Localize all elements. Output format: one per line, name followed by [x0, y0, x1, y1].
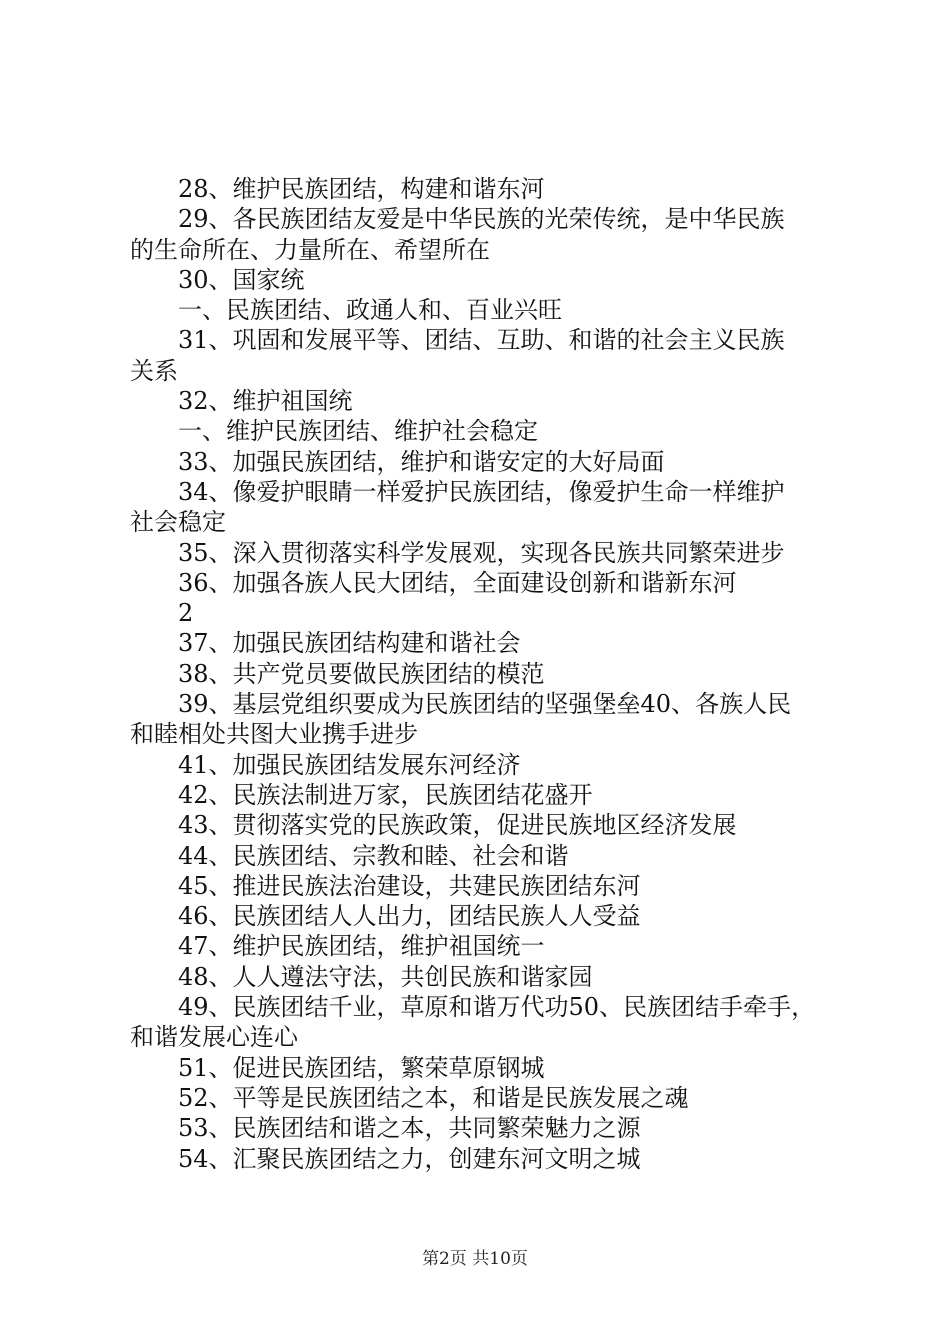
text-line: 37、加强民族团结构建和谐社会: [178, 629, 521, 658]
text-line: 的生命所在、力量所在、希望所在: [130, 235, 490, 264]
text-line: 38、共产党员要做民族团结的模范: [178, 659, 545, 688]
text-line: 36、加强各族人民大团结，全面建设创新和谐新东河: [178, 568, 737, 597]
text-line: 45、推进民族法治建设，共建民族团结东河: [178, 871, 641, 900]
text-line: 47、维护民族团结，维护祖国统一: [178, 932, 545, 961]
text-line: 一、民族团结、政通人和、百业兴旺: [178, 296, 562, 325]
text-line: 社会稳定: [130, 508, 226, 537]
text-line: 41、加强民族团结发展东河经济: [178, 750, 521, 779]
text-line: 29、各民族团结友爱是中华民族的光荣传统，是中华民族: [178, 205, 785, 234]
text-line: 53、民族团结和谐之本，共同繁荣魅力之源: [178, 1114, 641, 1143]
page-footer: 第2页 共10页: [422, 1249, 528, 1269]
text-line: 30、国家统: [178, 265, 305, 294]
text-line: 31、巩固和发展平等、团结、互助、和谐的社会主义民族: [178, 326, 785, 355]
text-line: 51、促进民族团结，繁荣草原钢城: [178, 1053, 545, 1082]
text-line: 52、平等是民族团结之本，和谐是民族发展之魂: [178, 1083, 689, 1112]
text-line: 54、汇聚民族团结之力，创建东河文明之城: [178, 1144, 641, 1173]
text-line: 和睦相处共图大业携手进步: [130, 720, 418, 749]
document-body: [130, 174, 835, 1174]
text-line: 33、加强民族团结，维护和谐安定的大好局面: [178, 447, 665, 476]
text-line: 34、像爱护眼睛一样爱护民族团结，像爱护生命一样维护: [178, 477, 785, 506]
text-line: 43、贯彻落实党的民族政策，促进民族地区经济发展: [178, 811, 737, 840]
text-line: 一、维护民族团结、维护社会稳定: [178, 417, 538, 446]
text-line: 46、民族团结人人出力，团结民族人人受益: [178, 902, 641, 931]
text-line: 28、维护民族团结，构建和谐东河: [178, 175, 545, 203]
text-line: 32、维护祖国统: [178, 387, 353, 416]
text-line: 49、民族团结千业，草原和谐万代功50、民族团结手牵手，: [178, 993, 816, 1022]
text-line: 35、深入贯彻落实科学发展观，实现各民族共同繁荣进步: [178, 538, 785, 567]
text-line: 48、人人遵法守法，共创民族和谐家园: [178, 962, 593, 991]
text-line: 44、民族团结、宗教和睦、社会和谐: [178, 841, 569, 870]
text-line: 42、民族法制进万家，民族团结花盛开: [178, 780, 593, 809]
text-line: 关系: [130, 356, 178, 385]
text-line: 2: [178, 599, 194, 628]
text-line: 和谐发展心连心: [130, 1023, 298, 1052]
text-line: 39、基层党组织要成为民族团结的坚强堡垒40、各族人民: [178, 690, 792, 719]
